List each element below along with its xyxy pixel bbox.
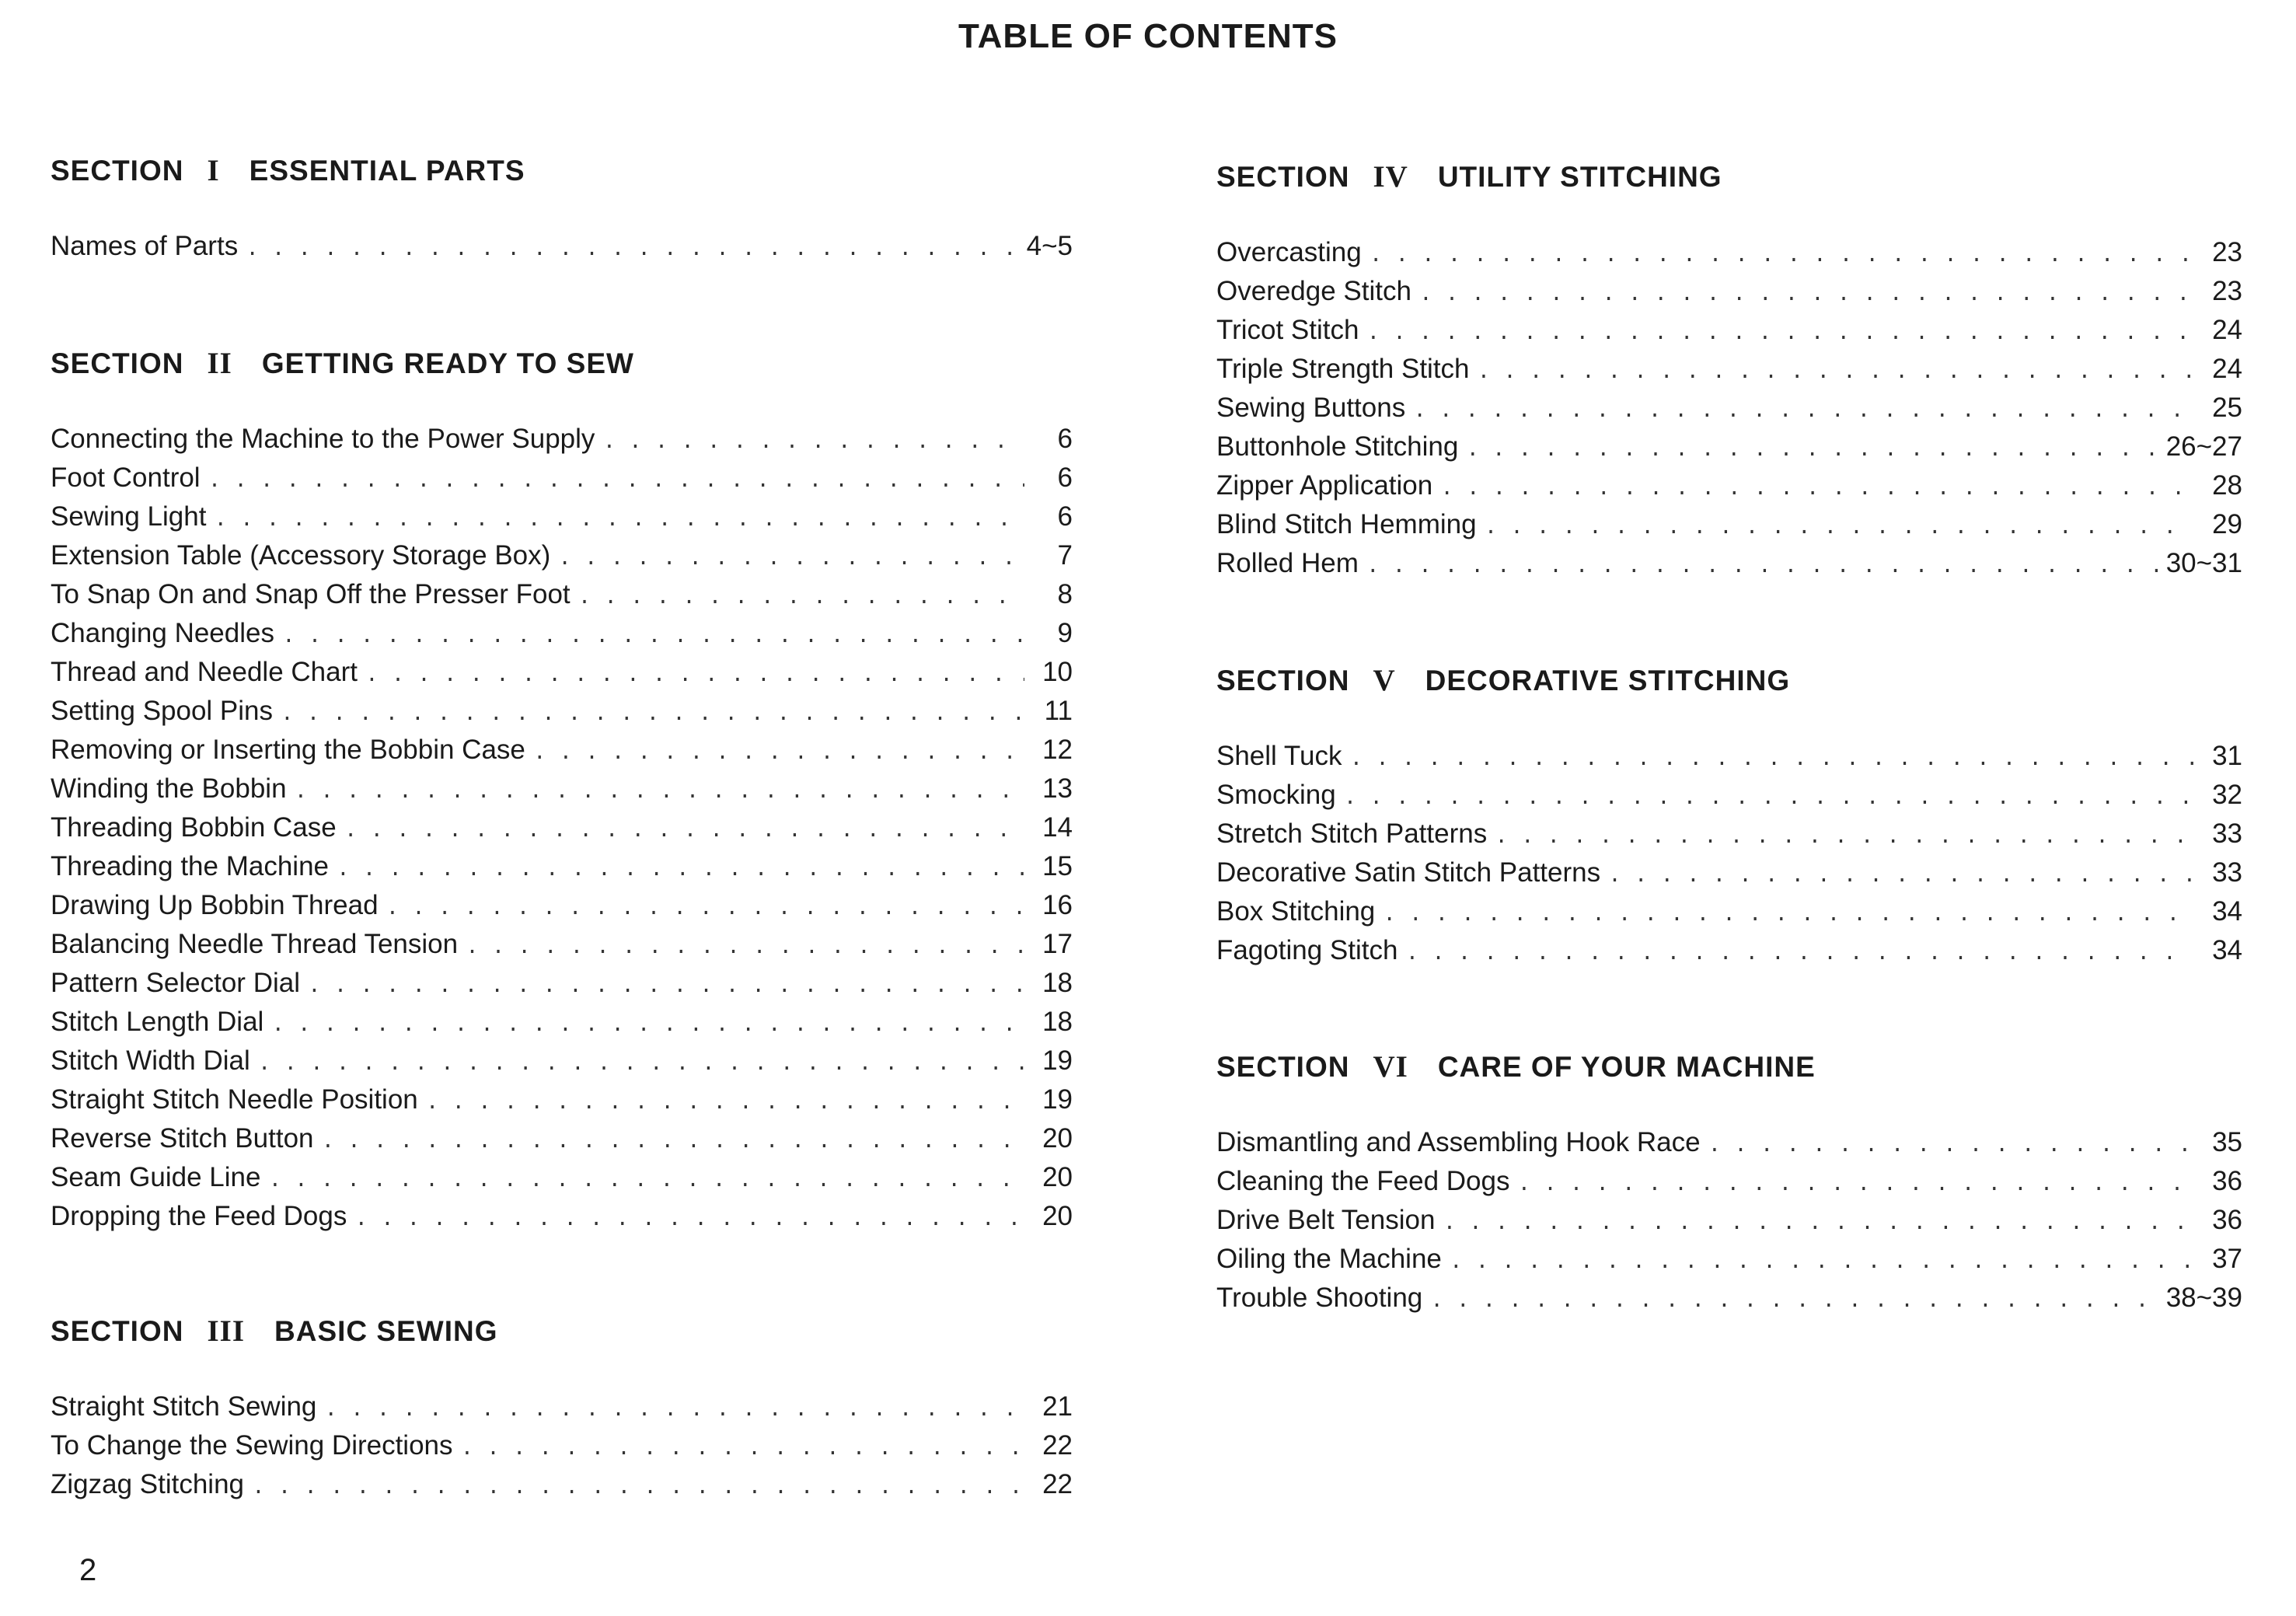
- entry-title: Drawing Up Bobbin Thread: [51, 890, 379, 920]
- entry-page: 17: [1042, 929, 1073, 959]
- toc-entry[interactable]: [51, 1197, 1073, 1236]
- entry-page: 30~31: [2165, 548, 2242, 578]
- entry-page: 14: [1042, 812, 1073, 843]
- entry-page: 6: [1057, 424, 1073, 454]
- toc-entry[interactable]: [1216, 428, 2242, 466]
- section-title: ESSENTIAL PARTS: [249, 155, 525, 187]
- dot-leader: [324, 1391, 1024, 1430]
- dot-leader: [1383, 896, 2194, 935]
- entry-title: Dismantling and Assembling Hook Race: [1216, 1127, 1701, 1157]
- dot-leader: [602, 424, 1024, 462]
- entry-title: Cleaning the Feed Dogs: [1216, 1166, 1510, 1196]
- entry-title: Zigzag Stitching: [51, 1469, 245, 1499]
- dot-leader: [1370, 237, 2194, 276]
- dot-leader: [1413, 393, 2194, 431]
- dot-leader: [252, 1469, 1024, 1508]
- entry-title: Stretch Stitch Patterns: [1216, 818, 1488, 849]
- dot-leader: [282, 618, 1024, 657]
- section-heading: [51, 340, 1073, 387]
- dot-leader: [214, 501, 1024, 540]
- entry-page: 4~5: [1026, 231, 1073, 261]
- entry-page: 28: [2212, 470, 2242, 501]
- toc-entry[interactable]: [1216, 389, 2242, 428]
- entry-page: 22: [1042, 1469, 1073, 1499]
- entry-page: 26~27: [2165, 431, 2242, 462]
- entry-page: 29: [2212, 509, 2242, 539]
- entry-title: Decorative Satin Stitch Patterns: [1216, 857, 1601, 888]
- entry-page: 9: [1057, 618, 1073, 648]
- entry-page: 38~39: [2165, 1283, 2242, 1313]
- entry-title: Seam Guide Line: [51, 1162, 261, 1192]
- toc-entry[interactable]: [1216, 233, 2242, 272]
- toc-entry[interactable]: [1216, 1240, 2242, 1279]
- entry-page: 16: [1042, 890, 1073, 920]
- page-title: TABLE OF CONTENTS: [958, 17, 1338, 55]
- entry-page: 7: [1057, 540, 1073, 571]
- toc-entry[interactable]: [51, 1042, 1073, 1080]
- entry-page: 8: [1057, 579, 1073, 609]
- dot-leader: [354, 1201, 1024, 1240]
- entry-title: Smocking: [1216, 780, 1336, 810]
- dot-leader: [578, 579, 1024, 618]
- entry-page: 6: [1057, 462, 1073, 493]
- entry-list: [1216, 233, 2242, 583]
- toc-entry[interactable]: [51, 1003, 1073, 1042]
- toc-entry[interactable]: [51, 497, 1073, 536]
- entry-list: [1216, 737, 2242, 970]
- section-numeral: VI: [1373, 1050, 1408, 1084]
- section-title: GETTING READY TO SEW: [261, 347, 634, 379]
- toc-entry[interactable]: [51, 770, 1073, 808]
- entry-title: Straight Stitch Needle Position: [51, 1084, 418, 1115]
- entry-page: 19: [1042, 1084, 1073, 1115]
- toc-entry[interactable]: [51, 1465, 1073, 1504]
- toc-entry[interactable]: [1216, 892, 2242, 931]
- entry-title: Drive Belt Tension: [1216, 1205, 1436, 1235]
- entry-page: 23: [2212, 276, 2242, 306]
- toc-entry[interactable]: [51, 808, 1073, 847]
- entry-list: [51, 420, 1073, 1236]
- dot-leader: [281, 696, 1024, 735]
- toc-entry[interactable]: [1216, 1123, 2242, 1162]
- toc-entry[interactable]: [51, 925, 1073, 964]
- section-heading: [51, 1308, 1073, 1355]
- dot-leader: [268, 1162, 1024, 1201]
- section-title: UTILITY STITCHING: [1437, 161, 1722, 193]
- entry-page: 31: [2212, 741, 2242, 771]
- dot-leader: [208, 462, 1024, 501]
- entry-list: [1216, 1123, 2242, 1318]
- section-label: SECTION: [51, 347, 184, 379]
- dot-leader: [1366, 548, 2158, 587]
- entry-page: 23: [2212, 237, 2242, 267]
- entry-page: 13: [1042, 773, 1073, 804]
- entry-title: Threading the Machine: [51, 851, 329, 881]
- section-label: SECTION: [1216, 1051, 1350, 1083]
- entry-page: 11: [1044, 696, 1073, 726]
- dot-leader: [1517, 1166, 2194, 1205]
- dot-leader: [246, 231, 1018, 270]
- dot-leader: [295, 773, 1024, 812]
- dot-leader: [1478, 354, 2194, 393]
- entry-title: Buttonhole Stitching: [1216, 431, 1459, 462]
- dot-leader: [466, 929, 1024, 968]
- toc-entry[interactable]: [51, 227, 1073, 266]
- toc-entry[interactable]: [1216, 931, 2242, 970]
- dot-leader: [344, 812, 1024, 851]
- section-care-of-machine: [1216, 1044, 2242, 1313]
- entry-page: 34: [2212, 896, 2242, 927]
- dot-leader: [365, 657, 1024, 696]
- entry-page: 6: [1057, 501, 1073, 532]
- dot-leader: [1450, 1244, 2194, 1283]
- entry-title: Connecting the Machine to the Power Supply: [51, 424, 595, 454]
- dot-leader: [558, 540, 1024, 579]
- toc-entry[interactable]: [1216, 544, 2242, 583]
- entry-page: 18: [1042, 1007, 1073, 1037]
- section-numeral: I: [207, 154, 220, 187]
- entry-page: 20: [1042, 1123, 1073, 1154]
- entry-title: Zipper Application: [1216, 470, 1433, 501]
- entry-page: 36: [2212, 1166, 2242, 1196]
- entry-page: 20: [1042, 1162, 1073, 1192]
- toc-entry[interactable]: [1216, 350, 2242, 389]
- entry-title: Triple Strength Stitch: [1216, 354, 1470, 384]
- section-label: SECTION: [1216, 665, 1350, 696]
- dot-leader: [1349, 741, 2194, 780]
- entry-title: Thread and Needle Chart: [51, 657, 358, 687]
- dot-leader: [1440, 470, 2194, 509]
- entry-list: [51, 227, 1073, 266]
- toc-entry[interactable]: [51, 1387, 1073, 1426]
- toc-entry[interactable]: [51, 653, 1073, 692]
- section-heading: [1216, 154, 2242, 201]
- toc-entry[interactable]: [51, 692, 1073, 731]
- entry-title: Shell Tuck: [1216, 741, 1342, 771]
- section-title: BASIC SEWING: [274, 1315, 498, 1347]
- dot-leader: [1466, 431, 2158, 470]
- section-utility-stitching: [1216, 154, 2242, 578]
- toc-entry[interactable]: [1216, 505, 2242, 544]
- section-essential-parts: [51, 148, 1073, 261]
- section-heading: [1216, 1044, 2242, 1091]
- section-numeral: V: [1373, 664, 1396, 697]
- entry-page: 12: [1042, 735, 1073, 765]
- entry-page: 34: [2212, 935, 2242, 965]
- dot-leader: [1405, 935, 2194, 974]
- entry-page: 36: [2212, 1205, 2242, 1235]
- toc-entry[interactable]: [51, 1080, 1073, 1119]
- entry-page: 24: [2212, 315, 2242, 345]
- entry-title: Oiling the Machine: [1216, 1244, 1442, 1274]
- entry-title: Rolled Hem: [1216, 548, 1359, 578]
- entry-title: Foot Control: [51, 462, 201, 493]
- entry-title: Blind Stitch Hemming: [1216, 509, 1477, 539]
- entry-title: Winding the Bobbin: [51, 773, 287, 804]
- section-getting-ready: [51, 340, 1073, 1231]
- section-label: SECTION: [1216, 161, 1350, 193]
- entry-title: Trouble Shooting: [1216, 1283, 1423, 1313]
- section-numeral: IV: [1373, 160, 1408, 194]
- section-title: DECORATIVE STITCHING: [1425, 665, 1791, 696]
- toc-entry[interactable]: [51, 420, 1073, 459]
- entry-title: Dropping the Feed Dogs: [51, 1201, 347, 1231]
- dot-leader: [1495, 818, 2194, 857]
- entry-title: To Change the Sewing Directions: [51, 1430, 453, 1461]
- dot-leader: [1344, 780, 2194, 818]
- entry-page: 25: [2212, 393, 2242, 423]
- entry-title: Overedge Stitch: [1216, 276, 1411, 306]
- entry-title: Tricot Stitch: [1216, 315, 1359, 345]
- toc-entry[interactable]: [1216, 311, 2242, 350]
- section-label: SECTION: [51, 155, 184, 187]
- entry-page: 33: [2212, 818, 2242, 849]
- toc-entry[interactable]: [1216, 466, 2242, 505]
- entry-page: 33: [2212, 857, 2242, 888]
- entry-title: Balancing Needle Thread Tension: [51, 929, 459, 959]
- entry-title: Setting Spool Pins: [51, 696, 274, 726]
- toc-entry[interactable]: [51, 731, 1073, 770]
- section-decorative-stitching: [1216, 658, 2242, 965]
- section-numeral: II: [207, 347, 232, 380]
- dot-leader: [271, 1007, 1024, 1045]
- toc-entry[interactable]: [51, 1158, 1073, 1197]
- section-heading: [51, 148, 1073, 194]
- toc-entry[interactable]: [51, 886, 1073, 925]
- entry-page: 22: [1042, 1430, 1073, 1461]
- dot-leader: [1430, 1283, 2158, 1321]
- entry-title: Reverse Stitch Button: [51, 1123, 314, 1154]
- dot-leader: [308, 968, 1024, 1007]
- toc-entry[interactable]: [1216, 272, 2242, 311]
- entry-list: [51, 1387, 1073, 1504]
- page-number: 2: [79, 1553, 97, 1587]
- section-label: SECTION: [51, 1315, 184, 1347]
- dot-leader: [1608, 857, 2194, 896]
- entry-title: Stitch Length Dial: [51, 1007, 264, 1037]
- entry-page: 35: [2212, 1127, 2242, 1157]
- entry-title: Sewing Light: [51, 501, 207, 532]
- toc-entry[interactable]: [51, 847, 1073, 886]
- toc-entry[interactable]: [51, 575, 1073, 614]
- entry-title: Stitch Width Dial: [51, 1045, 250, 1076]
- entry-page: 19: [1042, 1045, 1073, 1076]
- entry-page: 37: [2212, 1244, 2242, 1274]
- dot-leader: [1419, 276, 2194, 315]
- entry-title: Pattern Selector Dial: [51, 968, 300, 998]
- section-title: CARE OF YOUR MACHINE: [1437, 1051, 1816, 1083]
- entry-page: 10: [1042, 657, 1073, 687]
- entry-page: 18: [1042, 968, 1073, 998]
- entry-page: 24: [2212, 354, 2242, 384]
- dot-leader: [533, 735, 1024, 773]
- dot-leader: [337, 851, 1024, 890]
- section-basic-sewing: [51, 1308, 1073, 1499]
- entry-title: Changing Needles: [51, 618, 274, 648]
- toc-entry[interactable]: [51, 1426, 1073, 1465]
- section-heading: [1216, 658, 2242, 704]
- entry-title: Extension Table (Accessory Storage Box): [51, 540, 551, 571]
- toc-entry[interactable]: [51, 614, 1073, 653]
- dot-leader: [461, 1430, 1024, 1469]
- dot-leader: [322, 1123, 1025, 1162]
- entry-title: Threading Bobbin Case: [51, 812, 337, 843]
- entry-title: Fagoting Stitch: [1216, 935, 1398, 965]
- entry-title: Removing or Inserting the Bobbin Case: [51, 735, 525, 765]
- entry-title: Overcasting: [1216, 237, 1362, 267]
- dot-leader: [258, 1045, 1024, 1084]
- toc-entry[interactable]: [1216, 776, 2242, 815]
- dot-leader: [1485, 509, 2194, 548]
- toc-entry[interactable]: [1216, 1279, 2242, 1318]
- entry-title: Straight Stitch Sewing: [51, 1391, 317, 1422]
- entry-page: 32: [2212, 780, 2242, 810]
- dot-leader: [426, 1084, 1024, 1123]
- entry-page: 20: [1042, 1201, 1073, 1231]
- toc-entry[interactable]: [51, 1119, 1073, 1158]
- toc-entry[interactable]: [51, 536, 1073, 575]
- dot-leader: [1443, 1205, 2194, 1244]
- entry-title: To Snap On and Snap Off the Presser Foot: [51, 579, 571, 609]
- toc-entry[interactable]: [1216, 737, 2242, 776]
- toc-entry[interactable]: [51, 459, 1073, 497]
- entry-title: Sewing Buttons: [1216, 393, 1406, 423]
- toc-entry[interactable]: [1216, 815, 2242, 853]
- entry-page: 21: [1042, 1391, 1073, 1422]
- dot-leader: [1708, 1127, 2194, 1166]
- toc-entry[interactable]: [1216, 853, 2242, 892]
- section-numeral: III: [207, 1314, 246, 1348]
- toc-entry[interactable]: [1216, 1162, 2242, 1201]
- entry-title: Names of Parts: [51, 231, 239, 261]
- entry-page: 15: [1042, 851, 1073, 881]
- toc-entry[interactable]: [51, 964, 1073, 1003]
- dot-leader: [386, 890, 1024, 929]
- entry-title: Box Stitching: [1216, 896, 1376, 927]
- dot-leader: [1366, 315, 2194, 354]
- toc-entry[interactable]: [1216, 1201, 2242, 1240]
